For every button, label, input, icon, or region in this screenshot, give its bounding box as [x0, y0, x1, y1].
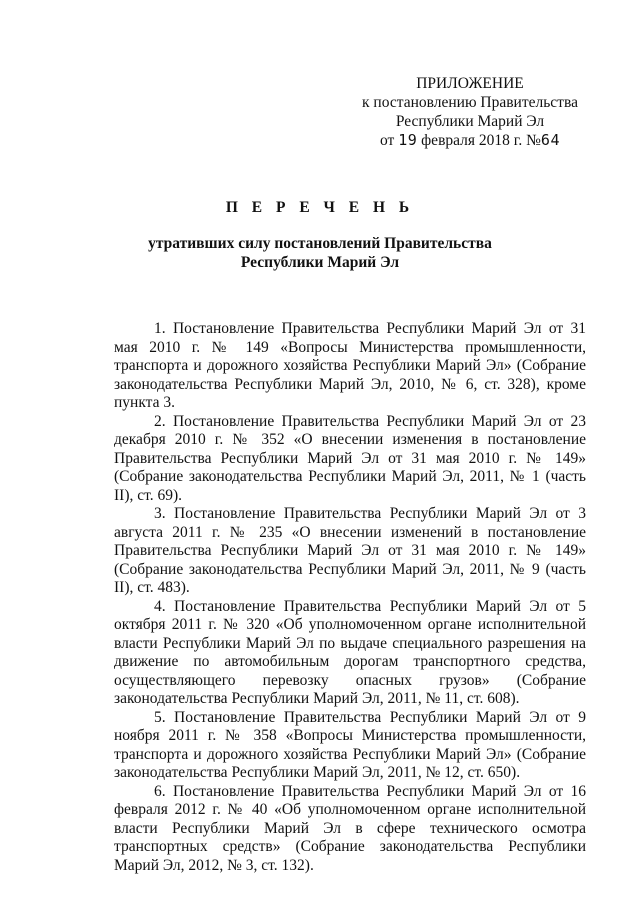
list-item [114, 505, 586, 598]
list-item [114, 320, 586, 413]
item-number: 6. [154, 782, 166, 800]
item-number: 4. [154, 597, 166, 615]
appendix-republic-line: Республики Марий Эл [395, 113, 545, 130]
date-prefix: от [380, 132, 395, 149]
item-number: 5. [154, 708, 166, 726]
item-number: 2. [154, 412, 166, 430]
appendix-resolution-line: к постановлению Правительства [362, 94, 578, 111]
document-title: П Е Р Е Ч Е Н Ь [225, 199, 415, 216]
date-day: 19 [398, 131, 418, 149]
item-text: Постановление Правительства Республики Марий Эл от 16 февраля 2012 г. № 40 «Об уполномоченном органе исполнительной власти Республики Марий Эл в сфере технического осмотра транспортных средств» (Собрание законодательства Республики Марий Эл, 2012, № 3, ст. 132). [114, 782, 586, 874]
list-item [114, 709, 586, 783]
date-rest: февраля 2018 г. № [421, 132, 541, 149]
item-number: 1. [154, 320, 166, 337]
item-text: Постановление Правительства Республики Марий Эл от 5 октября 2011 г. № 320 «Об уполномоченном органе исполнительной власти Республики Марий Эл по выдаче специального разрешения на движение по автомобильным дорогам транспортного средства, осуществляющего перевозку опасных грузов» (Собрание законодательства Республики Марий Эл, 2011, № 11, ст. 608). [114, 597, 586, 707]
appendix-heading: ПРИЛОЖЕНИЕ [416, 75, 524, 92]
subtitle-line-1: утративших силу постановлений Правительства [148, 235, 492, 252]
document-subtitle [0, 234, 640, 272]
resolutions-list [114, 320, 586, 875]
list-item [114, 413, 586, 506]
appendix-date-line [350, 131, 590, 150]
item-text: Постановление Правительства Республики Марий Эл от 9 ноября 2011 г. № 358 «Вопросы Министерства промышленности, транспорта и дорожного хозяйства Республики Марий Эл» (Собрание законодательства Республики Марий Эл, 2011, № 12, ст. 650). [114, 708, 586, 781]
appendix-block [350, 74, 590, 150]
item-text: Постановление Правительства Республики Марий Эл от 3 августа 2011 г. № 235 «О внесении изменений в постановление Правительства Республики Марий Эл от 31 мая 2010 г. № 149» (Собрание законодательства Республики Марий Эл, 2011, № 9 (часть II), ст. 483). [114, 505, 586, 596]
subtitle-line-2: Республики Марий Эл [240, 254, 400, 271]
document-number: 64 [540, 131, 560, 149]
item-number: 3. [154, 505, 166, 522]
list-item [114, 598, 586, 709]
item-text: Постановление Правительства Республики Марий Эл от 31 мая 2010 г. № 149 «Вопросы Министерства промышленности, транспорта и дорожного хозяйства Республики Марий Эл» (Собрание законодательства Республики Марий Эл, 2010, № 6, ст. 328), кроме пункта 3. [114, 320, 586, 411]
list-item [114, 783, 586, 876]
item-text: Постановление Правительства Республики Марий Эл от 23 декабря 2010 г. № 352 «О внесении изменения в постановление Правительства Республики Марий Эл от 31 мая 2010 г. № 149» (Собрание законодательства Республики Марий Эл, 2011, № 1 (часть II), ст. 69). [114, 412, 586, 504]
